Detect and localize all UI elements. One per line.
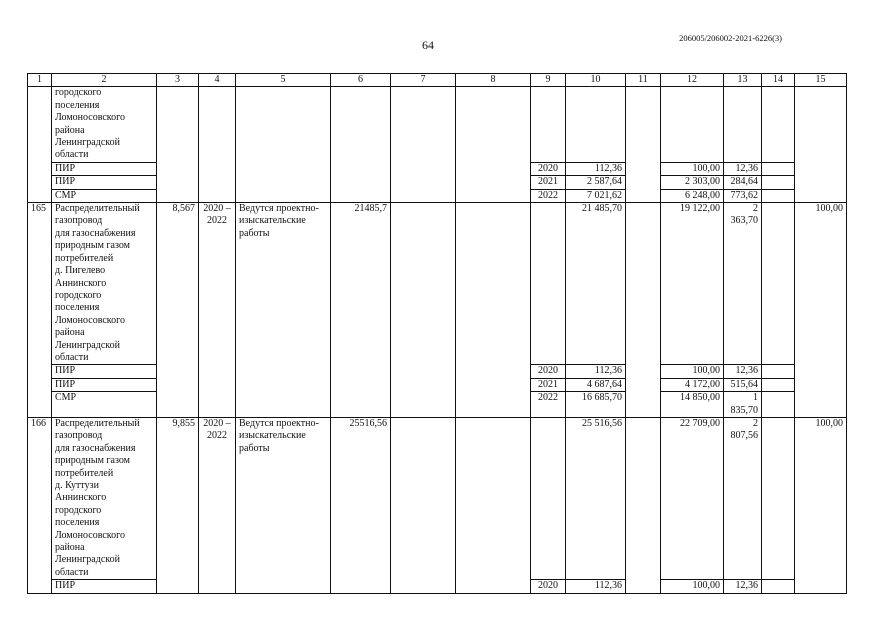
value-col10: 112,36 [566,162,626,175]
status-text: Ведутся проектно- изыскательские работы [236,203,331,418]
document-code: 206005/206002-2021-6226(3) [679,33,782,43]
cost: 21485,7 [331,203,391,418]
row-number: 165 [28,203,52,418]
table-row [28,203,847,365]
year: 2022 [531,189,566,202]
value-col13: 1 835,70 [724,392,762,418]
object-name: Распределительный газопровод для газоснабжения природным газом потребителей д. Куттузи Аннинского городского поселения Ломоносовского района Ленинградской области [52,417,157,579]
col-header: 13 [724,74,762,87]
value-col13: 12,36 [724,162,762,175]
year: 2020 [531,365,566,378]
column-number-row [28,74,847,87]
investment-table [27,73,847,594]
value-col10: 112,36 [566,580,626,593]
object-name: Распределительный газопровод для газоснабжения природным газом потребителей д. Пигелево Аннинского городского поселения Ломоносовского района Ленинградской области [52,203,157,365]
value-col13: 515,64 [724,378,762,391]
cost: 25516,56 [331,417,391,593]
value-col12: 100,00 [661,365,724,378]
col-header: 15 [795,74,847,87]
col-header: 1 [28,74,52,87]
col-header: 8 [456,74,531,87]
value-col13: 12,36 [724,580,762,593]
col-header: 10 [566,74,626,87]
value-col10: 2 587,64 [566,176,626,189]
value-col12: 19 122,00 [661,203,724,365]
period: 2020 – 2022 [199,417,236,593]
work-type: ПИР [52,365,157,378]
table-row [28,417,847,579]
value-col13: 284,64 [724,176,762,189]
col-header: 4 [199,74,236,87]
object-name: городского поселения Ломоносовского района Ленинградской области [52,87,157,162]
value-col15: 100,00 [795,417,847,593]
col-header: 6 [331,74,391,87]
col-header: 5 [236,74,331,87]
value-col10: 4 687,64 [566,378,626,391]
value-col12: 100,00 [661,162,724,175]
value-col15: 100,00 [795,203,847,418]
col-header: 12 [661,74,724,87]
value-col12: 22 709,00 [661,417,724,579]
value-col12: 2 303,00 [661,176,724,189]
value-col12: 6 248,00 [661,189,724,202]
year: 2021 [531,176,566,189]
work-type: СМР [52,189,157,202]
value-col10: 21 485,70 [566,203,626,365]
year: 2022 [531,392,566,418]
value-col12: 14 850,00 [661,392,724,418]
year: 2021 [531,378,566,391]
value-col10: 16 685,70 [566,392,626,418]
work-type: ПИР [52,580,157,593]
year: 2020 [531,162,566,175]
value-col13: 12,36 [724,365,762,378]
work-type: ПИР [52,378,157,391]
work-type: СМР [52,392,157,418]
col-header: 14 [762,74,795,87]
period: 2020 – 2022 [199,203,236,418]
col-header: 3 [157,74,199,87]
work-type: ПИР [52,162,157,175]
year: 2020 [531,580,566,593]
value-col12: 100,00 [661,580,724,593]
col-header: 7 [391,74,456,87]
length-km: 8,567 [157,203,199,418]
value-col13: 773,62 [724,189,762,202]
page-number: 64 [422,38,434,52]
value-col10: 7 021,62 [566,189,626,202]
status-text: Ведутся проектно- изыскательские работы [236,417,331,593]
work-type: ПИР [52,176,157,189]
row-number: 166 [28,417,52,593]
col-header: 9 [531,74,566,87]
value-col13: 2 807,56 [724,417,762,579]
table-row [28,87,847,162]
value-col10: 25 516,56 [566,417,626,579]
col-header: 2 [52,74,157,87]
value-col12: 4 172,00 [661,378,724,391]
value-col13: 2 363,70 [724,203,762,365]
value-col10: 112,36 [566,365,626,378]
length-km: 9,855 [157,417,199,593]
col-header: 11 [626,74,661,87]
